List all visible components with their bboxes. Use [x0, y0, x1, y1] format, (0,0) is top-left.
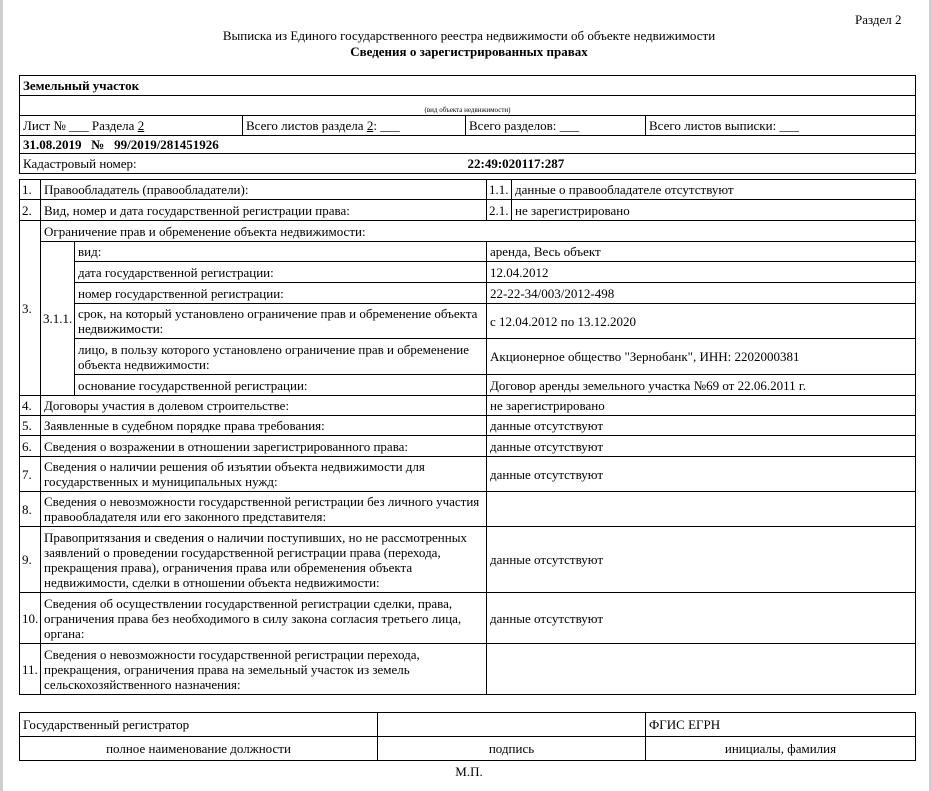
table-row: основание государственной регистрации: Договор аренды земельного участка №69 от 22.06.2011 г. [20, 375, 916, 396]
table-row: 8. Сведения о невозможности государственной регистрации без личного участия правообладателя или его законного представителя: [20, 492, 916, 527]
total-sections: Всего разделов: ___ [466, 116, 646, 136]
document-title: Выписка из Единого государственного реестра недвижимости об объекте недвижимости [222, 28, 716, 43]
object-header-table [19, 75, 916, 174]
table-row: 4. Договоры участия в долевом строительстве: не зарегистрировано [20, 396, 916, 416]
table-row: 2. Вид, номер и дата государственной регистрации права: 2.1. не зарегистрировано [20, 200, 916, 221]
object-type-caption: (вид объекта недвижимости) [20, 96, 916, 116]
stamp-place: М.П. [455, 764, 483, 779]
table-row: номер государственной регистрации: 22-22-34/003/2012-498 [20, 283, 916, 304]
document-subtitle: Сведения о зарегистрированных правах [350, 44, 588, 59]
date-number: 31.08.2019 № 99/2019/281451926 [20, 136, 916, 154]
table-row: лицо, в пользу которого установлено ограничение прав и обременение объекта недвижимости: Акционерное общество "Зернобанк", ИНН: 2202000381 [20, 339, 916, 375]
cadastral-label: Кадастровый номер: [20, 154, 466, 174]
rights-table [19, 179, 916, 695]
caption-name: инициалы, фамилия [646, 737, 916, 761]
table-row: 7. Сведения о наличии решения об изъятии объекта недвижимости для государственных и муниципальных нужд: данные отсутствуют [20, 457, 916, 492]
table-row: 11. Сведения о невозможности государственной регистрации перехода, прекращения, ограничения права на земельный участок из земель сельскохозяйственного назначения: [20, 644, 916, 695]
signature-table [19, 712, 916, 761]
table-row: 10. Сведения об осуществлении государственной регистрации сделки, права, ограничения права без необходимого в силу закона согласия третьего лица, органа: данные отсутствуют [20, 593, 916, 644]
total-sheets-section: Всего листов раздела 2: ___ [243, 116, 466, 136]
cadastral-value: 22:49:020117:287 [466, 154, 916, 174]
sheet-number: Лист № ___ Раздела 2 [20, 116, 243, 136]
total-sheets-extract: Всего листов выписки: ___ [646, 116, 916, 136]
registrar-position: Государственный регистратор [20, 713, 378, 737]
table-row: 5. Заявленные в судебном порядке права требования: данные отсутствуют [20, 416, 916, 436]
table-row: срок, на который установлено ограничение прав и обременение объекта недвижимости: с 12.04.2012 по 13.12.2020 [20, 304, 916, 339]
table-row: дата государственной регистрации: 12.04.2012 [20, 262, 916, 283]
table-row: 1. Правообладатель (правообладатели): 1.1. данные о правообладателе отсутствуют [20, 180, 916, 200]
section-label: Раздел 2 [855, 12, 902, 27]
caption-signature: подпись [378, 737, 646, 761]
registrar-signature [378, 713, 646, 737]
table-row: 3.1.1. вид: аренда, Весь объект [20, 242, 916, 262]
table-row: 3. Ограничение прав и обременение объекта недвижимости: [20, 221, 916, 242]
table-row: 9. Правопритязания и сведения о наличии поступивших, но не рассмотренных заявлений о проведении государственной регистрации права (перехода, прекращения права), ограничения права или обременения объекта недвижимости, сделки в отношении объекта недвижимости: данные отсутствуют [20, 527, 916, 593]
caption-position: полное наименование должности [20, 737, 378, 761]
registrar-system: ФГИС ЕГРН [646, 713, 916, 737]
table-row: 6. Сведения о возражении в отношении зарегистрированного права: данные отсутствуют [20, 436, 916, 457]
object-type: Земельный участок [20, 76, 916, 96]
